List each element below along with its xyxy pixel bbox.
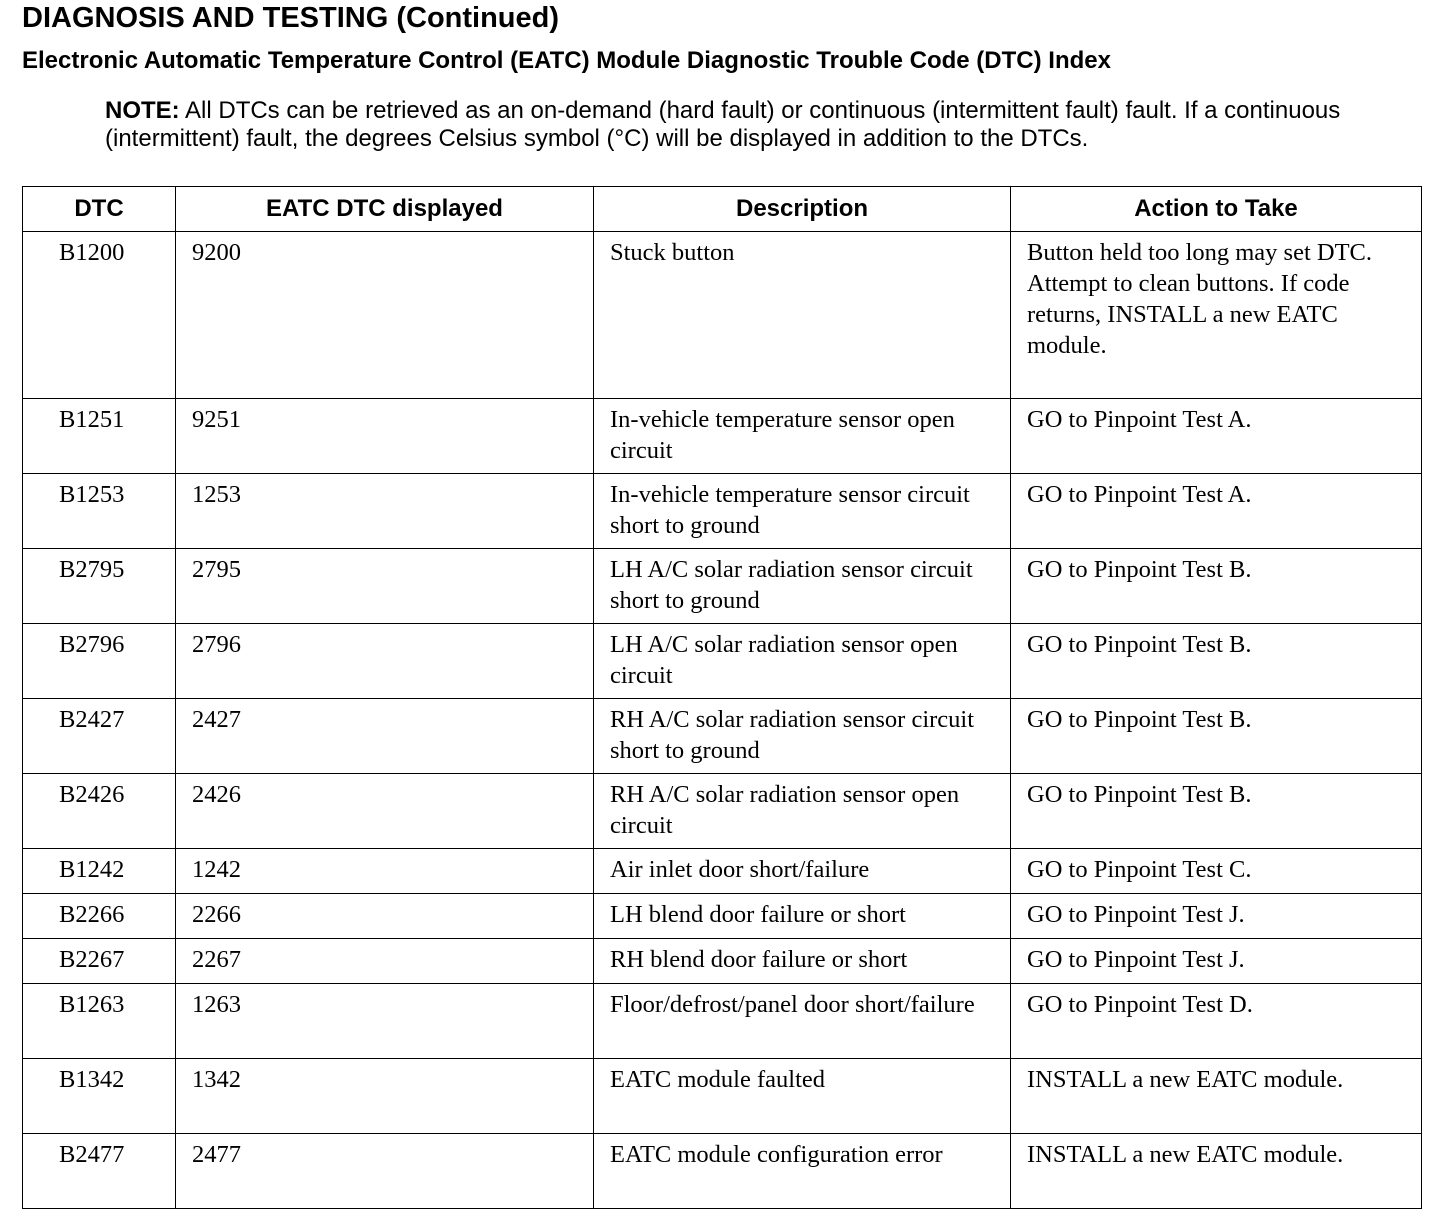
table-header-row (23, 187, 1422, 232)
eatc-displayed-code: 1242 (176, 849, 594, 894)
dtc-code: B2427 (23, 699, 176, 774)
dtc-action: Button held too long may set DTC. Attempt to clean buttons. If code returns, INSTALL a new EATC module. (1011, 232, 1422, 399)
dtc-description: EATC module faulted (594, 1059, 1011, 1134)
dtc-description: In-vehicle temperature sensor circuit short to ground (594, 474, 1011, 549)
page-title: DIAGNOSIS AND TESTING (Continued) (22, 2, 560, 34)
dtc-action: GO to Pinpoint Test J. (1011, 939, 1422, 984)
note (105, 97, 1345, 152)
dtc-action: GO to Pinpoint Test D. (1011, 984, 1422, 1059)
dtc-description: Air inlet door short/failure (594, 849, 1011, 894)
table-row (23, 774, 1422, 849)
table-row (23, 474, 1422, 549)
eatc-displayed-code: 1263 (176, 984, 594, 1059)
table-row (23, 549, 1422, 624)
dtc-description: LH blend door failure or short (594, 894, 1011, 939)
dtc-action: GO to Pinpoint Test A. (1011, 474, 1422, 549)
table-row (23, 399, 1422, 474)
dtc-code: B1200 (23, 232, 176, 399)
dtc-action: GO to Pinpoint Test B. (1011, 774, 1422, 849)
dtc-action: INSTALL a new EATC module. (1011, 1134, 1422, 1209)
eatc-displayed-code: 9200 (176, 232, 594, 399)
dtc-description: LH A/C solar radiation sensor circuit short to ground (594, 549, 1011, 624)
eatc-displayed-code: 2795 (176, 549, 594, 624)
dtc-description: RH A/C solar radiation sensor circuit short to ground (594, 699, 1011, 774)
dtc-description: Floor/defrost/panel door short/failure (594, 984, 1011, 1059)
dtc-description: LH A/C solar radiation sensor open circuit (594, 624, 1011, 699)
eatc-displayed-code: 2266 (176, 894, 594, 939)
table-row (23, 894, 1422, 939)
header-dtc: DTC (23, 187, 176, 232)
dtc-description: RH A/C solar radiation sensor open circuit (594, 774, 1011, 849)
eatc-displayed-code: 1253 (176, 474, 594, 549)
page-subtitle: Electronic Automatic Temperature Control (EATC) Module Diagnostic Trouble Code (DTC) Index (22, 47, 1111, 74)
dtc-description: In-vehicle temperature sensor open circuit (594, 399, 1011, 474)
dtc-action: GO to Pinpoint Test B. (1011, 699, 1422, 774)
dtc-action: GO to Pinpoint Test B. (1011, 549, 1422, 624)
dtc-code: B2796 (23, 624, 176, 699)
dtc-action: INSTALL a new EATC module. (1011, 1059, 1422, 1134)
table-row (23, 624, 1422, 699)
eatc-displayed-code: 2426 (176, 774, 594, 849)
dtc-action: GO to Pinpoint Test J. (1011, 894, 1422, 939)
dtc-code: B1342 (23, 1059, 176, 1134)
table-row (23, 1134, 1422, 1209)
table-row (23, 984, 1422, 1059)
dtc-code: B2477 (23, 1134, 176, 1209)
dtc-code: B1251 (23, 399, 176, 474)
table-row (23, 849, 1422, 894)
eatc-displayed-code: 2427 (176, 699, 594, 774)
dtc-code: B1242 (23, 849, 176, 894)
table-row (23, 699, 1422, 774)
dtc-action: GO to Pinpoint Test B. (1011, 624, 1422, 699)
dtc-action: GO to Pinpoint Test A. (1011, 399, 1422, 474)
dtc-code: B1263 (23, 984, 176, 1059)
dtc-description: EATC module configuration error (594, 1134, 1011, 1209)
note-label: NOTE: (105, 97, 180, 124)
header-description: Description (594, 187, 1011, 232)
table-row (23, 232, 1422, 399)
dtc-code: B1253 (23, 474, 176, 549)
dtc-index-table (22, 186, 1422, 1209)
eatc-displayed-code: 2796 (176, 624, 594, 699)
dtc-code: B2426 (23, 774, 176, 849)
dtc-code: B2795 (23, 549, 176, 624)
header-eatc-dtc-displayed: EATC DTC displayed (176, 187, 594, 232)
eatc-displayed-code: 1342 (176, 1059, 594, 1134)
dtc-action: GO to Pinpoint Test C. (1011, 849, 1422, 894)
dtc-description: RH blend door failure or short (594, 939, 1011, 984)
dtc-description: Stuck button (594, 232, 1011, 399)
eatc-displayed-code: 2267 (176, 939, 594, 984)
table-row (23, 939, 1422, 984)
dtc-code: B2267 (23, 939, 176, 984)
dtc-code: B2266 (23, 894, 176, 939)
eatc-displayed-code: 9251 (176, 399, 594, 474)
note-text: All DTCs can be retrieved as an on-demand (hard fault) or continuous (intermittent fault) fault. If a continuous (intermittent) fault, the degrees Celsius symbol (°C) will be displayed in addition to the DTCs. (105, 97, 1341, 152)
header-action-to-take: Action to Take (1011, 187, 1422, 232)
table-row (23, 1059, 1422, 1134)
eatc-displayed-code: 2477 (176, 1134, 594, 1209)
